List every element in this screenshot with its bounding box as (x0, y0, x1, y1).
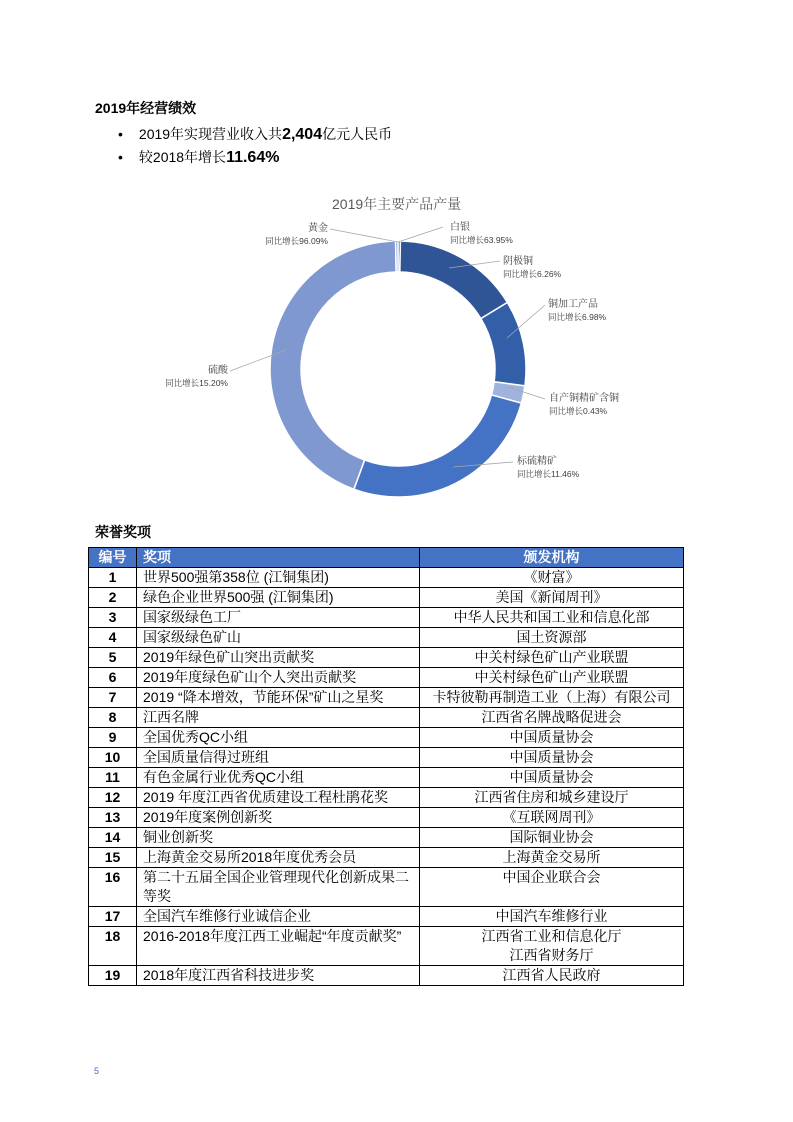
cell-issuer: 江西省人民政府 (420, 966, 684, 986)
table-row (89, 608, 684, 628)
table-row (89, 668, 684, 688)
cell-number: 14 (89, 828, 137, 848)
cell-award: 2019年度案例创新奖 (137, 808, 420, 828)
cell-award: 有色金属行业优秀QC小组 (137, 768, 420, 788)
donut-chart (0, 0, 793, 520)
cell-number: 17 (89, 907, 137, 927)
table-row (89, 828, 684, 848)
bullet-value: 11.64% (226, 149, 280, 166)
leader-line-silver (398, 227, 443, 242)
cell-number: 4 (89, 628, 137, 648)
cell-number: 15 (89, 848, 137, 868)
table-row (89, 728, 684, 748)
bullet-dot-icon: • (118, 149, 123, 165)
cell-number: 7 (89, 688, 137, 708)
cell-number: 5 (89, 648, 137, 668)
cell-award: 绿色企业世界500强 (江铜集团) (137, 588, 420, 608)
cell-number: 13 (89, 808, 137, 828)
cell-issuer: 中国质量协会 (420, 768, 684, 788)
cell-award: 全国质量信得过班组 (137, 748, 420, 768)
header-number: 编号 (89, 548, 137, 568)
cell-award: 2016-2018年度江西工业崛起“年度贡献奖” (137, 927, 420, 966)
section-title-honors: 荣誉奖项 (95, 524, 151, 540)
cell-award: 国家级绿色矿山 (137, 628, 420, 648)
table-row (89, 907, 684, 927)
header-award: 奖项 (137, 548, 420, 568)
cell-number: 1 (89, 568, 137, 588)
cell-award: 2019年绿色矿山突出贡献奖 (137, 648, 420, 668)
table-row (89, 848, 684, 868)
table-row (89, 966, 684, 986)
cell-award: 2018年度江西省科技进步奖 (137, 966, 420, 986)
cell-award: 世界500强第358位 (江铜集团) (137, 568, 420, 588)
cell-issuer: 江西省工业和信息化厅 江西省财务厅 (420, 927, 684, 966)
cell-issuer: 国土资源部 (420, 628, 684, 648)
cell-number: 8 (89, 708, 137, 728)
cell-issuer: 中华人民共和国工业和信息化部 (420, 608, 684, 628)
cell-number: 11 (89, 768, 137, 788)
table-row (89, 568, 684, 588)
table-row (89, 808, 684, 828)
cell-award: 2019 年度江西省优质建设工程杜鹃花奖 (137, 788, 420, 808)
table-row (89, 868, 684, 907)
cell-award: 铜业创新奖 (137, 828, 420, 848)
chart-title: 2019年主要产品产量 (332, 196, 462, 212)
cell-number: 19 (89, 966, 137, 986)
cell-issuer: 美国《新闻周刊》 (420, 588, 684, 608)
table-row (89, 748, 684, 768)
label-sulfuric-acid: 硫酸 同比增长15.20% (165, 365, 228, 388)
cell-issuer: 中国企业联合会 (420, 868, 684, 907)
cell-issuer: 江西省住房和城乡建设厅 (420, 788, 684, 808)
leader-line-gold (330, 229, 398, 242)
cell-issuer: 中关村绿色矿山产业联盟 (420, 648, 684, 668)
table-header-row (89, 548, 684, 568)
cell-number: 12 (89, 788, 137, 808)
table-row (89, 788, 684, 808)
cell-issuer: 中关村绿色矿山产业联盟 (420, 668, 684, 688)
cell-award: 2019 “降本增效，节能环保”矿山之星奖 (137, 688, 420, 708)
header-issuer: 颁发机构 (420, 548, 684, 568)
cell-issuer: 国际铜业协会 (420, 828, 684, 848)
bullet-dot-icon: • (118, 126, 123, 142)
cell-issuer: 卡特彼勒再制造工业（上海）有限公司 (420, 688, 684, 708)
cell-issuer: 《财富》 (420, 568, 684, 588)
cell-award: 国家级绿色工厂 (137, 608, 420, 628)
cell-award: 全国优秀QC小组 (137, 728, 420, 748)
donut-slice-6 (396, 241, 398, 272)
cell-award: 上海黄金交易所2018年度优秀会员 (137, 848, 420, 868)
bullet-value: 2,404 (282, 126, 323, 143)
label-cathode-copper: 阴极铜 同比增长6.26% (503, 256, 562, 279)
cell-number: 16 (89, 868, 137, 907)
bullet-text: 亿元人民币 (322, 126, 393, 142)
cell-issuer: 中国质量协会 (420, 728, 684, 748)
cell-issuer: 中国质量协会 (420, 748, 684, 768)
label-copper-products: 铜加工产品 同比增长6.98% (548, 299, 607, 322)
table-row (89, 768, 684, 788)
awards-table (88, 547, 684, 986)
cell-award: 2019年度绿色矿山个人突出贡献奖 (137, 668, 420, 688)
table-row (89, 588, 684, 608)
cell-issuer: 江西省名牌战略促进会 (420, 708, 684, 728)
label-gold: 黄金 同比增长96.09% (265, 223, 328, 246)
bullet-text: 较2018年增长 (138, 149, 227, 165)
label-copper-concentrate: 自产铜精矿含铜 同比增长0.43% (549, 393, 619, 416)
donut-slice-5 (270, 241, 396, 489)
label-silver: 白银 同比增长63.95% (450, 222, 513, 245)
cell-issuer: 《互联网周刊》 (420, 808, 684, 828)
cell-number: 18 (89, 927, 137, 966)
table-row (89, 628, 684, 648)
table-row (89, 927, 684, 966)
cell-issuer: 中国汽车维修行业 (420, 907, 684, 927)
table-row (89, 708, 684, 728)
table-row (89, 688, 684, 708)
cell-number: 2 (89, 588, 137, 608)
bullet-text: 2019年实现营业收入共 (138, 126, 283, 142)
cell-award: 全国汽车维修行业诚信企业 (137, 907, 420, 927)
cell-number: 3 (89, 608, 137, 628)
page-number: 5 (94, 1066, 100, 1076)
cell-number: 6 (89, 668, 137, 688)
label-sulfur-concentrate: 标硫精矿 同比增长11.46% (517, 456, 580, 479)
cell-award: 江西名牌 (137, 708, 420, 728)
cell-number: 9 (89, 728, 137, 748)
section-title-performance: 2019年经营绩效 (95, 100, 197, 116)
donut-slice-1 (400, 241, 508, 319)
cell-award: 第二十五届全国企业管理现代化创新成果二等奖 (137, 868, 420, 907)
cell-number: 10 (89, 748, 137, 768)
donut-slice-4 (354, 395, 521, 497)
table-row (89, 648, 684, 668)
cell-issuer: 上海黄金交易所 (420, 848, 684, 868)
donut-slice-2 (481, 302, 526, 385)
